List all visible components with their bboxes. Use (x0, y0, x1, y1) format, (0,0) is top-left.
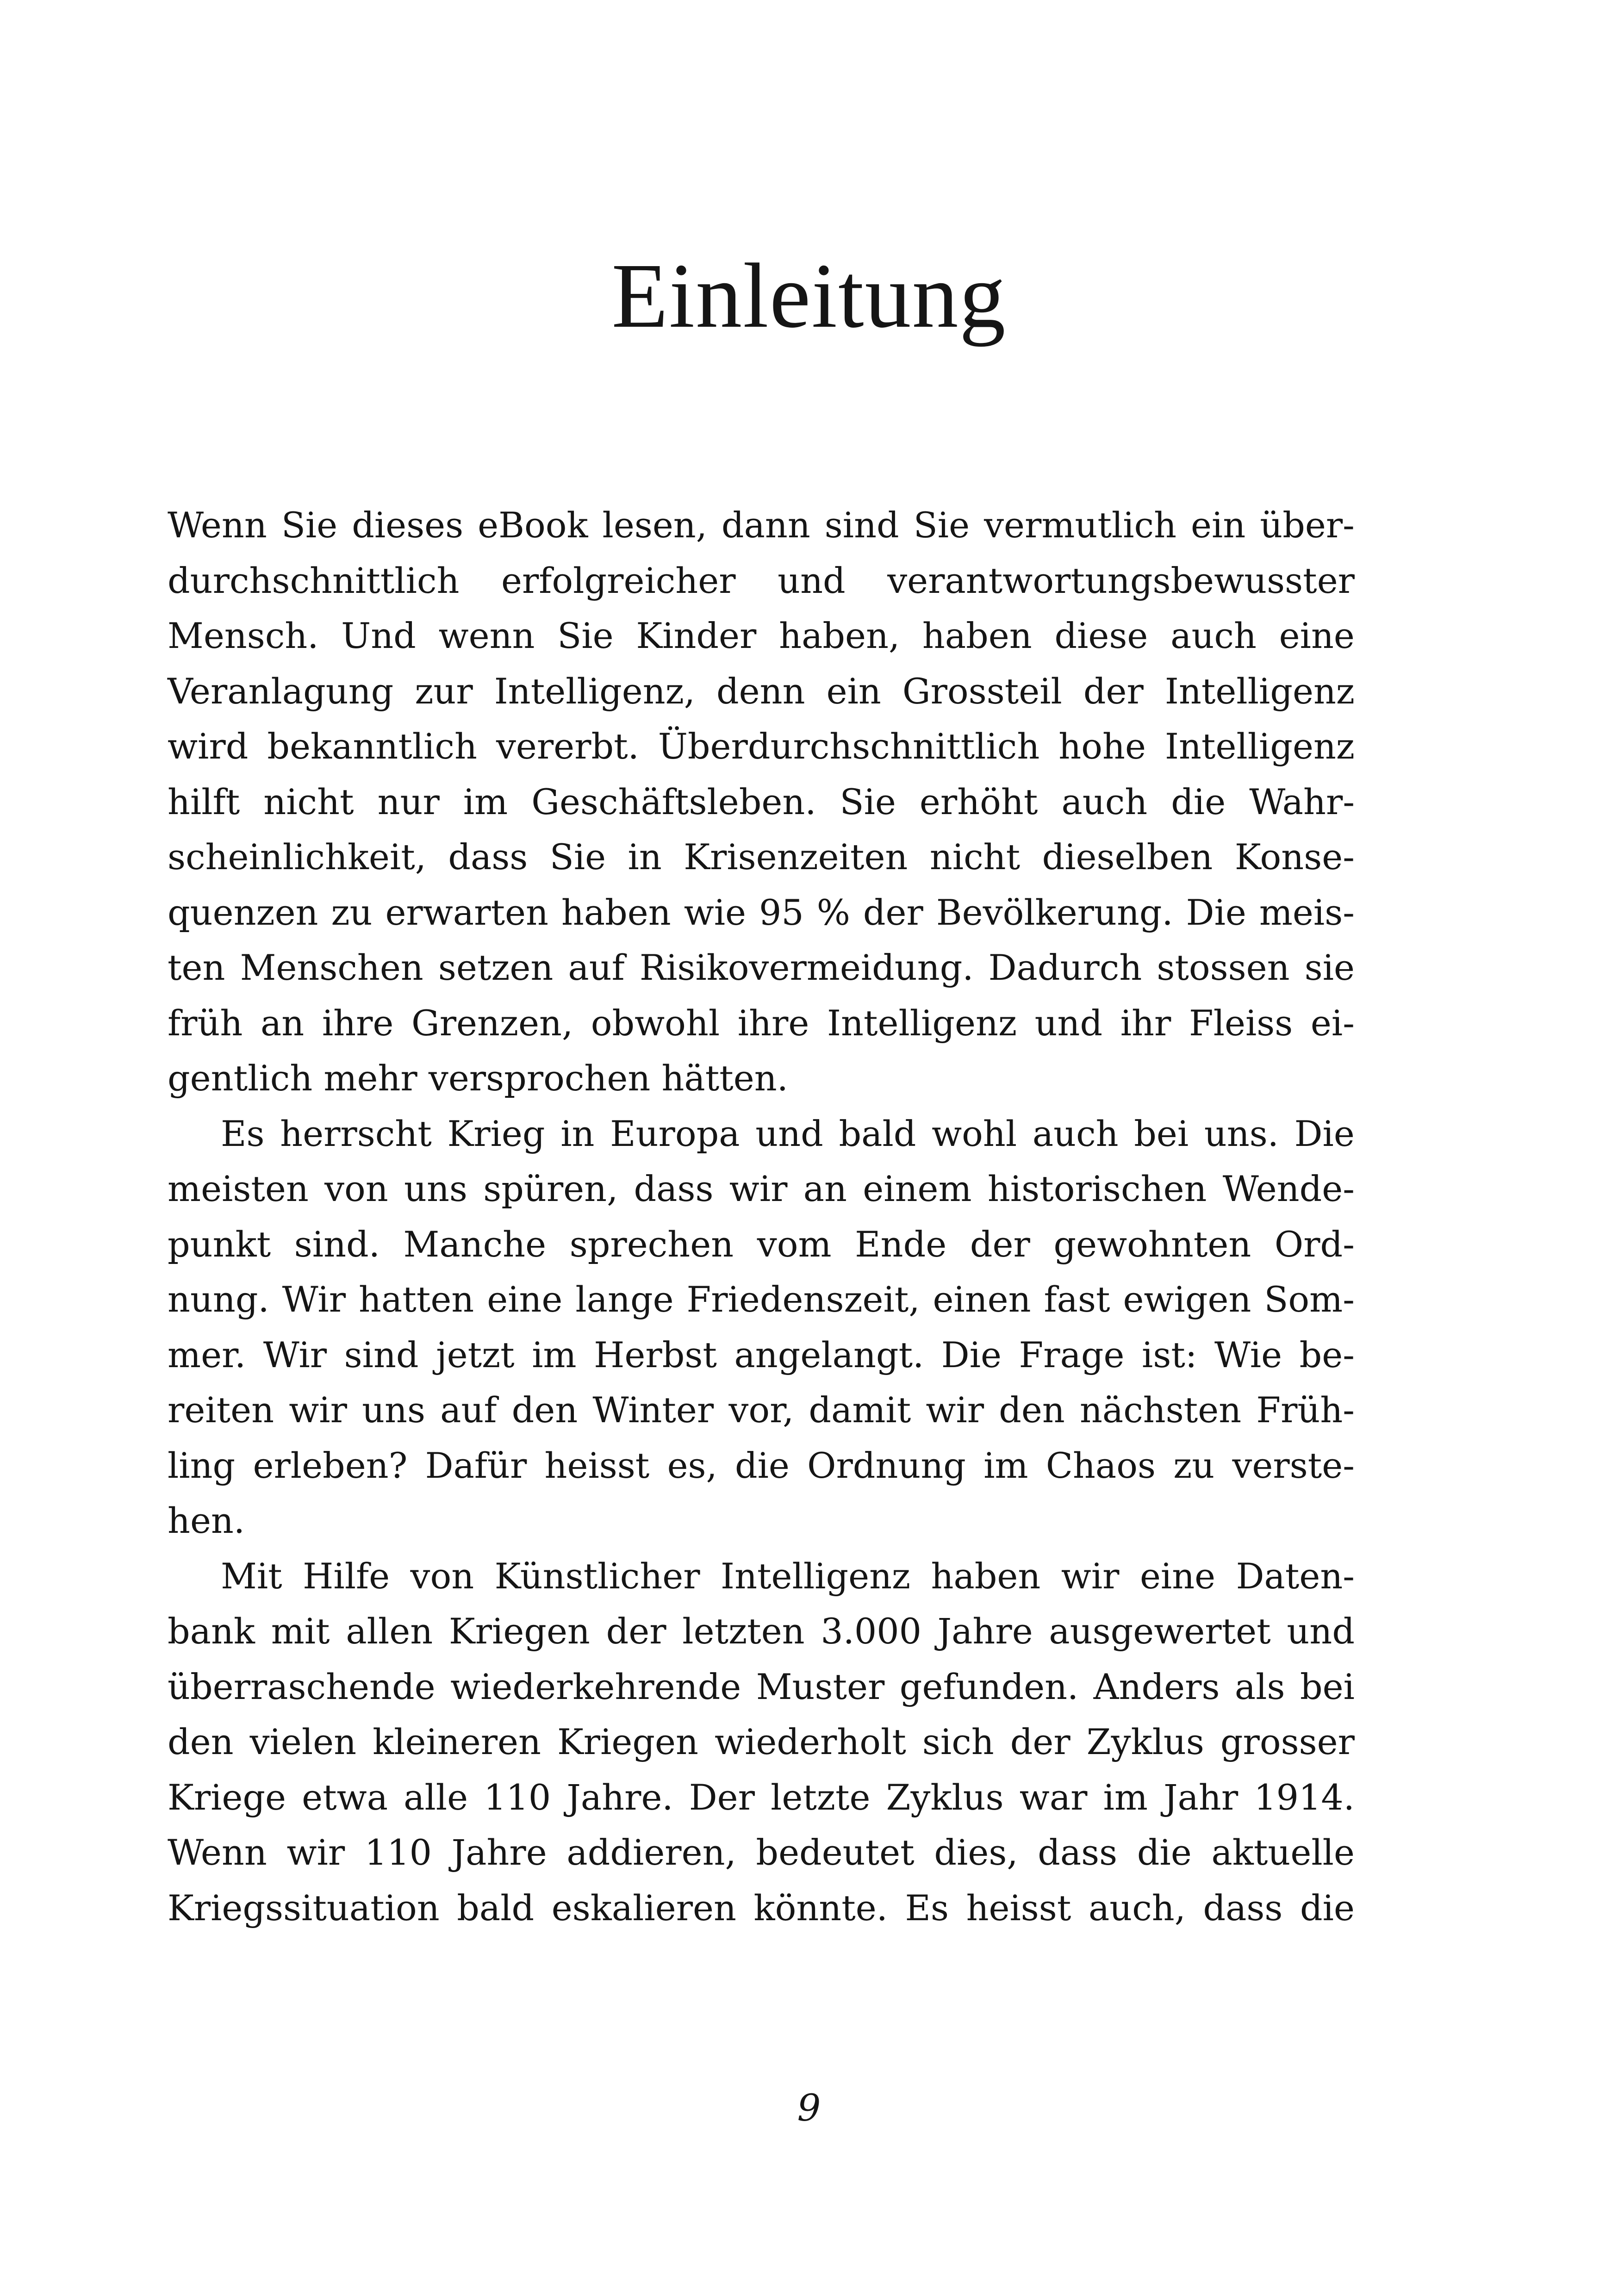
word: Mensch. (168, 615, 319, 656)
word: hatten (358, 1279, 474, 1320)
word: lesen, (602, 504, 707, 546)
text-line (168, 664, 1355, 719)
word: an (803, 1168, 847, 1209)
word: Kinder (636, 615, 757, 656)
word: wiederkehrende (450, 1666, 741, 1707)
word: gefunden. (899, 1666, 1079, 1707)
word: 95 (759, 891, 804, 933)
word: vom (757, 1223, 832, 1265)
word: Kriegssituation (168, 1887, 440, 1929)
word: Hilfe (303, 1555, 390, 1597)
word: fast (1044, 1279, 1110, 1320)
word: Geschäftsleben. (531, 781, 816, 822)
word: die (1300, 1887, 1355, 1929)
word: Intelligenz (827, 1002, 1017, 1044)
word: und (755, 1113, 823, 1154)
word: nicht (263, 781, 354, 822)
word: Sie (549, 836, 606, 877)
word: ei- (1310, 1002, 1355, 1044)
word: Jahre. (566, 1776, 673, 1818)
text-line (168, 885, 1355, 940)
word: bald (457, 1887, 535, 1929)
word: im (983, 1444, 1028, 1486)
word: Daten- (1236, 1555, 1355, 1597)
paragraph-2 (168, 1106, 1355, 1549)
text-line (168, 1659, 1355, 1715)
word: Die (941, 1334, 1002, 1375)
word: zu (1173, 1444, 1215, 1486)
word: jetzt (436, 1334, 515, 1375)
word: Und (341, 615, 416, 656)
word: hilft (168, 781, 240, 822)
word: wir (729, 1168, 788, 1209)
word: nächsten (1079, 1389, 1242, 1431)
text-line (168, 1549, 1355, 1604)
word: auf (568, 947, 625, 988)
word: Winter (592, 1389, 714, 1431)
text-line (168, 1272, 1355, 1327)
word: letzte (771, 1776, 871, 1818)
word: Überdurchschnittlich (658, 726, 1040, 767)
text-line (168, 1161, 1355, 1217)
word: ein (826, 670, 881, 712)
word: der (1083, 670, 1144, 712)
word: die (1137, 1832, 1192, 1873)
word: dieselben (1042, 836, 1213, 877)
word: dass (448, 836, 528, 877)
text-line (168, 1327, 1355, 1383)
word: Die (1294, 1113, 1355, 1154)
word: Die (1186, 891, 1246, 933)
text-line (168, 1217, 1355, 1272)
word: addieren, (566, 1832, 736, 1873)
word: heisst (966, 1887, 1071, 1929)
word: haben (931, 1555, 1041, 1597)
word: haben, (779, 615, 900, 656)
word: durchschnittlich (168, 560, 460, 601)
word: sie (1304, 947, 1355, 988)
word: erhöht (919, 781, 1038, 822)
word: zu (331, 891, 373, 933)
word: und (778, 560, 846, 601)
text-line: gentlich mehr versprochen hätten. (168, 1058, 788, 1099)
text-line (168, 774, 1355, 830)
word: der (970, 1223, 1030, 1265)
word: Wahr- (1249, 781, 1355, 822)
word: wie (684, 891, 747, 933)
chapter-title: Einleitung (611, 245, 1007, 347)
word: Friedenszeit, (686, 1279, 920, 1320)
word: sind (344, 1334, 419, 1375)
word: Dafür (425, 1444, 527, 1486)
word: wir (1061, 1555, 1120, 1597)
word: bekanntlich (267, 726, 477, 767)
word: Manche (403, 1223, 547, 1265)
word: der (863, 891, 923, 933)
word: Grossteil (902, 670, 1062, 712)
word: etwa (302, 1776, 388, 1818)
word: Intelligenz (721, 1555, 911, 1597)
word: ist: (1142, 1334, 1197, 1375)
word: erleben? (253, 1444, 408, 1486)
word: der (1010, 1721, 1070, 1762)
word: Intelligenz, (494, 670, 695, 712)
word: ling (168, 1444, 236, 1486)
word: grosser (1220, 1721, 1355, 1762)
word: denn (716, 670, 805, 712)
word: im (1103, 1776, 1148, 1818)
word: wir (286, 1832, 345, 1873)
word: quenzen (168, 891, 318, 933)
word: herrscht (280, 1113, 432, 1154)
word: sind (824, 504, 899, 546)
word: bank (168, 1611, 255, 1652)
word: uns (404, 1168, 467, 1209)
word: meisten (168, 1168, 309, 1209)
word: eskalieren (551, 1887, 736, 1929)
word: überraschende (168, 1666, 436, 1707)
word: im (463, 781, 508, 822)
word: allen (346, 1611, 433, 1652)
word: damit (809, 1389, 911, 1431)
paragraph-1 (168, 498, 1355, 1106)
word: vererbt. (496, 726, 639, 767)
word: Krieg (447, 1113, 545, 1154)
word: heisst (544, 1444, 650, 1486)
word: historischen (987, 1168, 1207, 1209)
word: kleineren (373, 1721, 541, 1762)
word: erfolgreicher (501, 560, 736, 601)
word: bei (1134, 1113, 1189, 1154)
word: Früh- (1256, 1389, 1355, 1431)
word: dieses (352, 504, 464, 546)
word: nur (377, 781, 440, 822)
word: Der (689, 1776, 755, 1818)
word: eine (1279, 615, 1355, 656)
word: Grenzen, (411, 1002, 573, 1044)
word: nicht (929, 836, 1021, 877)
word: hohe (1058, 726, 1146, 767)
word: Künstlicher (494, 1555, 700, 1597)
word: angelangt. (734, 1334, 924, 1375)
word: spüren, (483, 1168, 618, 1209)
word: sind. (294, 1223, 380, 1265)
word: ein (1191, 504, 1246, 546)
word: Ende (855, 1223, 947, 1265)
word: Herbst (594, 1334, 717, 1375)
word: ihr (1120, 1002, 1171, 1044)
word: den (999, 1389, 1065, 1431)
word: als (1234, 1666, 1285, 1707)
text-line (168, 1770, 1355, 1825)
word: Wir (282, 1279, 346, 1320)
word: Fleiss (1189, 1002, 1293, 1044)
word: scheinlichkeit, (168, 836, 426, 877)
word: dass (1038, 1832, 1118, 1873)
text-line: hen. (168, 1500, 245, 1541)
word: dann (721, 504, 810, 546)
word: vermutlich (984, 504, 1177, 546)
word: Anders (1093, 1666, 1220, 1707)
word: erwarten (385, 891, 548, 933)
text-line (168, 719, 1355, 774)
word: an (260, 1002, 305, 1044)
word: auch (1032, 1113, 1119, 1154)
word: 110 (484, 1776, 551, 1818)
word: nung. (168, 1279, 269, 1320)
word: Ord- (1274, 1223, 1355, 1265)
word: Jahr (1164, 1776, 1238, 1818)
word: und (1287, 1611, 1355, 1652)
word: ihre (737, 1002, 809, 1044)
word: Mit (221, 1555, 282, 1597)
word: wenn (438, 615, 535, 656)
word: den (168, 1721, 234, 1762)
word: sich (922, 1721, 994, 1762)
word: Bevölkerung. (936, 891, 1173, 933)
word: Dadurch (988, 947, 1142, 988)
word: Ordnung (807, 1444, 966, 1486)
word: Europa (610, 1113, 740, 1154)
word: in (560, 1113, 595, 1154)
word: und (1034, 1002, 1103, 1044)
word: auch (1170, 615, 1257, 656)
word: Jahre (937, 1611, 1033, 1652)
word: mer. (168, 1334, 246, 1375)
word: Zyklus (1086, 1721, 1204, 1762)
word: wir (926, 1389, 984, 1431)
word: von (410, 1555, 474, 1597)
word: Jahre (451, 1832, 547, 1873)
word: dass (1203, 1887, 1283, 1929)
word: Krisenzeiten (684, 836, 908, 877)
word: Risikovermeidung. (639, 947, 974, 988)
word: Wenn (168, 1832, 267, 1873)
word: Konse- (1234, 836, 1355, 877)
text-line (168, 498, 1355, 553)
word: einem (863, 1168, 972, 1209)
text-line (168, 1604, 1355, 1659)
word: % (816, 891, 850, 933)
text-line (168, 608, 1355, 664)
word: dass (634, 1168, 714, 1209)
word: Wie (1214, 1334, 1282, 1375)
word: haben (561, 891, 671, 933)
word: alle (404, 1776, 468, 1818)
word: einen (933, 1279, 1031, 1320)
word: Kriegen (557, 1721, 698, 1762)
word: bei (1300, 1666, 1355, 1707)
word: bald (839, 1113, 916, 1154)
word: Intelligenz (1164, 726, 1355, 767)
word: uns. (1204, 1113, 1279, 1154)
word: im (532, 1334, 577, 1375)
word: setzen (438, 947, 554, 988)
word: Sie (557, 615, 614, 656)
word: Muster (756, 1666, 885, 1707)
word: Es (221, 1113, 265, 1154)
word: meis- (1259, 891, 1355, 933)
word: Sie (840, 781, 896, 822)
word: 3.000 (821, 1611, 921, 1652)
word: eBook (478, 504, 588, 546)
word: eine (487, 1279, 563, 1320)
word: wird (168, 726, 249, 767)
word: Chaos (1045, 1444, 1156, 1486)
text-line (168, 829, 1355, 885)
word: auch, (1088, 1887, 1186, 1929)
word: Veranlagung (168, 670, 394, 712)
word: haben (922, 615, 1032, 656)
word: uns (362, 1389, 425, 1431)
word: Zyklus (886, 1776, 1004, 1818)
word: der (606, 1611, 666, 1652)
word: bedeutet (756, 1832, 915, 1873)
word: be- (1299, 1334, 1355, 1375)
word: ihre (322, 1002, 394, 1044)
paragraph-3 (168, 1549, 1355, 1936)
word: über- (1260, 504, 1355, 546)
word: von (324, 1168, 388, 1209)
word: wiederholt (715, 1721, 906, 1762)
text-line (168, 1714, 1355, 1770)
text-line (168, 1880, 1355, 1936)
word: verantwortungsbewusster (887, 560, 1355, 601)
word: in (628, 836, 662, 877)
word: eine (1139, 1555, 1216, 1597)
word: punkt (168, 1223, 271, 1265)
word: stossen (1157, 947, 1290, 988)
text-line (168, 1106, 1355, 1162)
word: 1914. (1254, 1776, 1355, 1818)
word: aktuelle (1211, 1832, 1355, 1873)
word: Wir (263, 1334, 327, 1375)
text-line (168, 940, 1355, 996)
word: ausgewertet (1049, 1611, 1271, 1652)
word: 110 (364, 1832, 432, 1873)
text-line (168, 553, 1355, 609)
word: Wende- (1222, 1168, 1355, 1209)
word: die (734, 1444, 790, 1486)
word: früh (168, 1002, 243, 1044)
word: auch (1061, 781, 1148, 822)
word: diese (1054, 615, 1148, 656)
word: Kriegen (448, 1611, 590, 1652)
word: gewohnten (1053, 1223, 1251, 1265)
text-line (168, 1825, 1355, 1880)
word: wir (289, 1389, 347, 1431)
word: ten (168, 947, 225, 988)
word: Menschen (240, 947, 423, 988)
word: Sie (281, 504, 338, 546)
text-line (168, 996, 1355, 1051)
text-line (168, 1382, 1355, 1438)
word: letzten (682, 1611, 805, 1652)
word: vor, (728, 1389, 794, 1431)
word: Es (905, 1887, 949, 1929)
word: lange (575, 1279, 674, 1320)
body-text (168, 498, 1355, 1935)
word: ewigen (1123, 1279, 1251, 1320)
word: Intelligenz (1164, 670, 1355, 712)
word: obwohl (591, 1002, 720, 1044)
word: wohl (932, 1113, 1017, 1154)
word: sprechen (569, 1223, 734, 1265)
word: Kriege (168, 1776, 286, 1818)
word: verste- (1232, 1444, 1355, 1486)
word: vielen (249, 1721, 357, 1762)
word: Sie (913, 504, 970, 546)
word: Som- (1264, 1279, 1355, 1320)
word: mit (271, 1611, 330, 1652)
word: es, (667, 1444, 717, 1486)
word: könnte. (753, 1887, 888, 1929)
word: dies, (934, 1832, 1018, 1873)
word: reiten (168, 1389, 274, 1431)
word: Wenn (168, 504, 267, 546)
word: zur (415, 670, 473, 712)
page-number: 9 (797, 2086, 821, 2129)
word: Frage (1019, 1334, 1125, 1375)
word: war (1019, 1776, 1088, 1818)
word: die (1171, 781, 1226, 822)
word: den (511, 1389, 578, 1431)
word: auf (440, 1389, 497, 1431)
text-line (168, 1438, 1355, 1493)
